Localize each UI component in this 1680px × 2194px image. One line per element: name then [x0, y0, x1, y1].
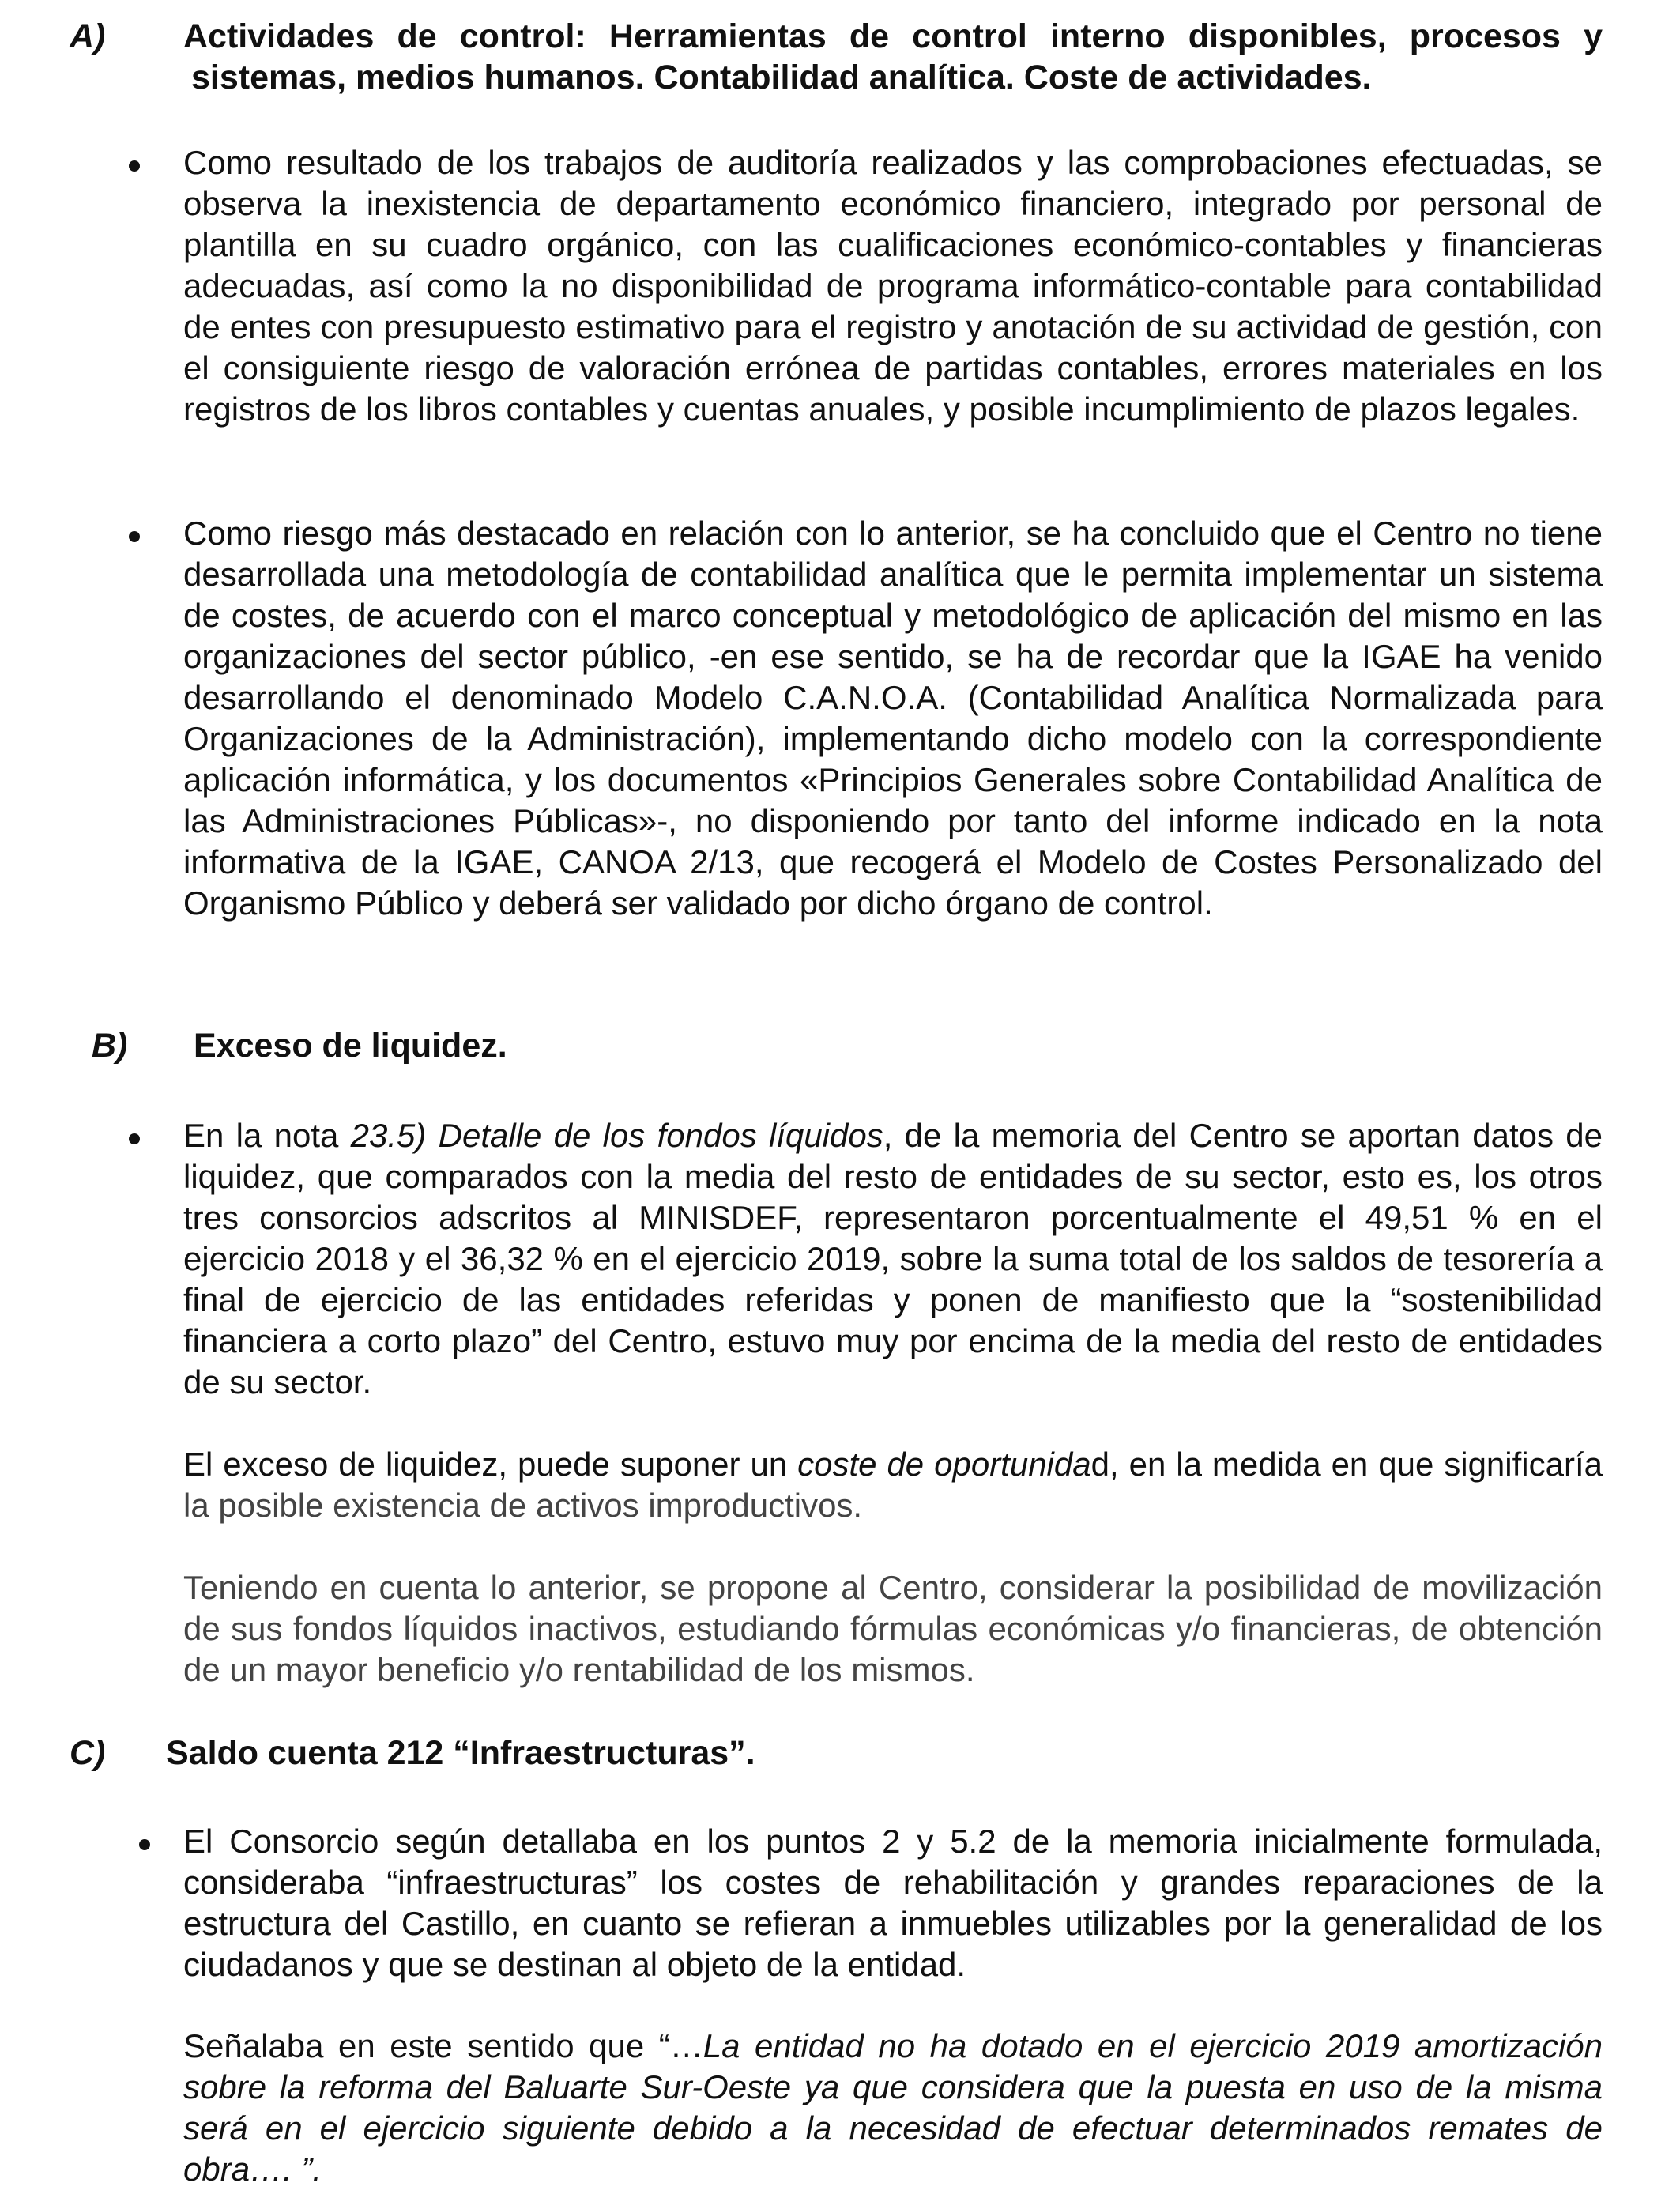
section-b-label: B): [92, 1027, 128, 1065]
text-run: En la nota: [183, 1117, 351, 1154]
text-run: la posible existencia de activos improductivos.: [183, 1487, 863, 1524]
quoted-statement: La entidad no ha dotado en el ejercicio 2019 amortización sobre la reforma del Baluarte Sur-Oeste ya que considera que la puesta en uso de la misma será en el ejercicio siguiente debido a la necesidad de efectuar determinados remates de obra…. ”.: [183, 2027, 1603, 2188]
section-b-title: Exceso de liquidez.: [194, 1027, 507, 1065]
section-b-paragraph-2: [183, 1444, 1603, 1526]
text-run: El exceso de liquidez, puede suponer un: [183, 1446, 798, 1483]
section-a-paragraph-1: Como resultado de los trabajos de auditoría realizados y las comprobaciones efectuadas, se observa la inexistencia de departamento económico financiero, integrado por personal de plantilla en su cuadro orgánico, con las cualificaciones económico-contables y financieras adecuadas, así como la no disponibilidad de programa informático-contable para contabilidad de entes con presupuesto estimativo para el registro y anotación de su actividad de gestión, con el consiguiente riesgo de valoración errónea de partidas contables, errores materiales en los registros de los libros contables y cuentas anuales, y posible incumplimiento de plazos legales.: [183, 144, 1603, 428]
text-run: , de la memoria del Centro se aportan datos de liquidez, que comparados con la media del resto de entidades de su sector, esto es, los otros tres consorcios adscritos al MINISDEF, representaron porcentualmente el 49,51 % en el ejercicio 2018 y el 36,32 % en el ejercicio 2019, sobre la suma total de los saldos de tesorería a final de ejercicio de las entidades referidas y ponen de manifiesto que la “sostenibilidad financiera a corto plazo” del Centro, estuvo muy por encima de la media del resto de entidades de su sector.: [183, 1117, 1603, 1400]
section-c-paragraph-1: El Consorcio según detallaba en los puntos 2 y 5.2 de la memoria inicialmente formulada, consideraba “infraestructuras” los costes de rehabilitación y grandes reparaciones de la estructura del Castillo, en cuanto se refieran a inmuebles utilizables por la generalidad de los ciudadanos y que se destinan al objeto de la entidad.: [183, 1823, 1603, 1983]
text-run: Señalaba en este sentido que “…: [183, 2027, 703, 2064]
section-c-label: C): [70, 1734, 106, 1772]
section-b-paragraph-3: Teniendo en cuenta lo anterior, se propone al Centro, considerar la posibilidad de movilización de sus fondos líquidos inactivos, estudiando fórmulas económicas y/o financieras, de obtención de un mayor beneficio y/o rentabilidad de los mismos.: [183, 1569, 1603, 1688]
bullet-icon: [129, 1133, 140, 1144]
italic-term: coste de oportunida: [797, 1446, 1091, 1483]
note-reference: 23.5) Detalle de los fondos líquidos: [350, 1117, 883, 1154]
section-c-title: Saldo cuenta 212 “Infraestructuras”.: [166, 1734, 755, 1772]
section-c-paragraph-2: [183, 2026, 1603, 2190]
section-b-paragraph-1: [183, 1115, 1603, 1403]
section-a-title-line2: sistemas, medios humanos. Contabilidad analítica. Coste de actividades.: [191, 58, 1372, 96]
section-a-paragraph-2: Como riesgo más destacado en relación con lo anterior, se ha concluido que el Centro no tiene desarrollada una metodología de contabilidad analítica que le permita implementar un sistema de costes, de acuerdo con el marco conceptual y metodológico de aplicación del mismo en las organizaciones del sector público, -en ese sentido, se ha de recordar que la IGAE ha venido desarrollando el denominado Modelo C.A.N.O.A. (Contabilidad Analítica Normalizada para Organizaciones de la Administración), implementando dicho modelo con la correspondiente aplicación informática, y los documentos «Principios Generales sobre Contabilidad Analítica de las Administraciones Públicas»-, no disponiendo por tanto del informe indicado en la nota informativa de la IGAE, CANOA 2/13, que recogerá el Modelo de Costes Personalizado del Organismo Público y deberá ser validado por dicho órgano de control.: [183, 515, 1603, 922]
bullet-icon: [129, 160, 140, 172]
section-a-title-line1: Actividades de control: Herramientas de control interno disponibles, procesos y: [183, 17, 1603, 55]
bullet-icon: [139, 1839, 150, 1850]
bullet-icon: [129, 531, 140, 542]
text-run: d, en la medida en que significaría: [1090, 1446, 1603, 1483]
section-a-label: A): [70, 17, 106, 55]
